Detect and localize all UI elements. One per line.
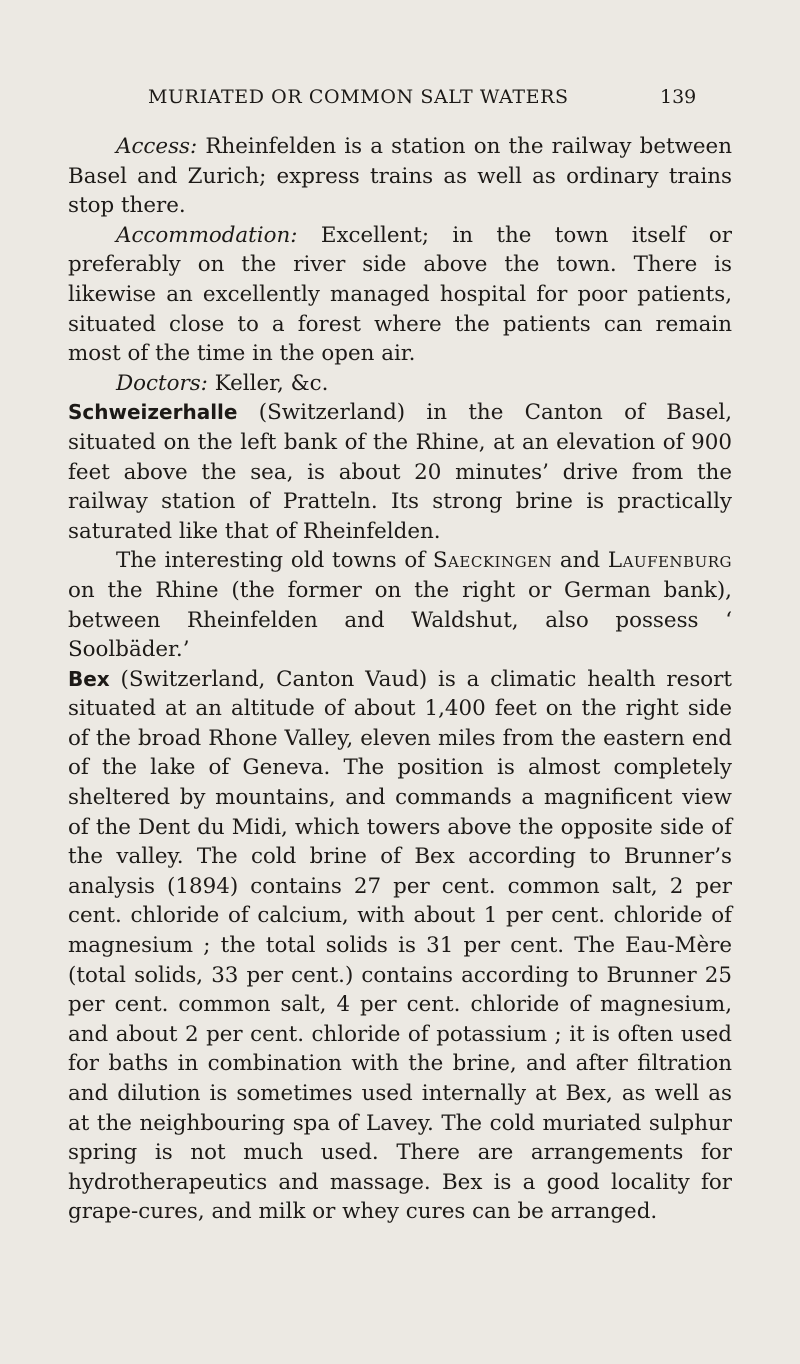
schweizerhalle-text: (Switzerland) in the Canton of Basel, situated on the left bank of the Rhine, at an elevation of 900 feet above the sea, is about 20 minutes’ drive from the railway station of Pratteln. Its strong brine is practically saturated like that of Rheinfelden. bbox=[68, 400, 732, 544]
running-title: MURIATED OR COMMON SALT WATERS bbox=[148, 86, 569, 108]
doctors-text: Keller, &c. bbox=[207, 370, 329, 396]
towns-text-2: on the Rhine (the former on the right or German bank), between Rheinfelden and Waldshut, also possess ‘ Soolbäder.’ bbox=[68, 577, 732, 663]
page-number: 139 bbox=[660, 86, 697, 108]
saeckingen-name: Saeckingen bbox=[432, 548, 553, 574]
accommodation-text: Excellent; in the town itself or preferably on the river side above the town. There is likewise an excellently managed hospital for poor patients, situated close to a forest where the patients can remain most of the time in the open air. bbox=[68, 222, 732, 367]
accommodation-lead: Accommodation: bbox=[116, 222, 298, 248]
paragraph-schweizerhalle bbox=[68, 398, 732, 546]
paragraph-doctors bbox=[68, 369, 732, 399]
laufenburg-name: Laufenburg bbox=[607, 548, 732, 574]
paragraph-access bbox=[68, 132, 732, 221]
towns-and: and bbox=[552, 548, 608, 574]
towns-text-1: The interesting old towns of bbox=[116, 548, 433, 574]
bex-text: (Switzerland, Canton Vaud) is a climatic health resort situated at an altitude of about 1,400 feet on the right side of the broad Rhone Valley, eleven miles from the eastern end of the lake of Geneva. The position is almost completely sheltered by mountains, and commands a magnificent view of the Dent du Midi, which towers above the opposite side of the valley. The cold brine of Bex according to Brunner’s analysis (1894) contains 27 per cent. common salt, 2 per cent. chloride of calcium, with about 1 per cent. chloride of magnesium ; the total solids is 31 per cent. The Eau-Mère (total solids, 33 per cent.) contains according to Brunner 25 per cent. common salt, 4 per cent. chloride of magnesium, and about 2 per cent. chloride of potassium ; it is often used for baths in combination with the brine, and after filtration and dilution is sometimes used internally at Bex, as well as at the neighbouring spa of Lavey. The cold muriated sulphur spring is not much used. There are arrangements for hydrotherapeutics and massage. Bex is a good locality for grape-cures, and milk or whey cures can be arranged. bbox=[68, 666, 732, 1225]
schweizerhalle-lead: Schweizerhalle bbox=[68, 400, 238, 425]
paragraph-bex bbox=[68, 665, 732, 1227]
access-text: Rheinfelden is a station on the railway between Basel and Zurich; express trains as well as ordinary trains stop there. bbox=[68, 134, 732, 219]
running-head bbox=[0, 86, 800, 116]
access-lead: Access: bbox=[116, 134, 198, 159]
bex-lead: Bex bbox=[68, 666, 110, 691]
doctors-lead: Doctors: bbox=[116, 370, 208, 396]
paragraph-towns bbox=[68, 546, 732, 664]
paragraph-accommodation bbox=[68, 221, 732, 369]
body-text bbox=[68, 132, 732, 1227]
